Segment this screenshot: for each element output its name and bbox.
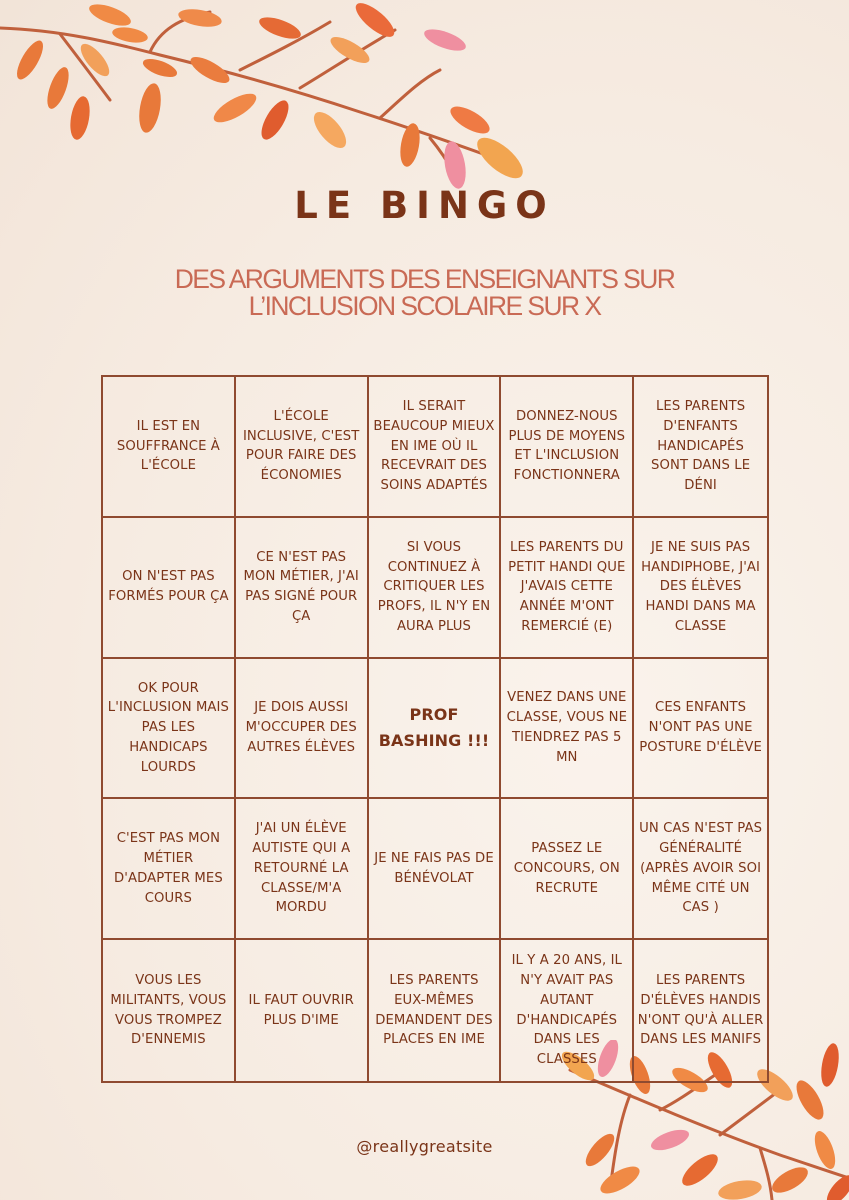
bingo-cell[interactable]: PASSEZ LE CONCOURS, ON RECRUTE <box>501 799 634 940</box>
bingo-cell[interactable]: SI VOUS CONTINUEZ À CRITIQUER LES PROFS, IL N'Y EN AURA PLUS <box>369 518 502 659</box>
page-subtitle <box>155 266 693 320</box>
bingo-cell[interactable]: LES PARENTS D'ENFANTS HANDICAPÉS SONT DANS LE DÉNI <box>634 377 767 518</box>
subtitle-line-1: DES ARGUMENTS DES ENSEIGNANTS SUR <box>174 264 675 294</box>
bingo-cell[interactable]: JE NE FAIS PAS DE BÉNÉVOLAT <box>369 799 502 940</box>
bingo-cell[interactable]: IL FAUT OUVRIR PLUS D'IME <box>236 940 369 1081</box>
bingo-cell[interactable]: OK POUR L'INCLUSION MAIS PAS LES HANDICAPS LOURDS <box>103 659 236 800</box>
subtitle-line-2: L’INCLUSION SCOLAIRE SUR X <box>248 291 601 321</box>
bingo-cell[interactable]: LES PARENTS DU PETIT HANDI QUE J'AVAIS CETTE ANNÉE M'ONT REMERCIÉ (E) <box>501 518 634 659</box>
bingo-cell[interactable]: L'ÉCOLE INCLUSIVE, C'EST POUR FAIRE DES ÉCONOMIES <box>236 377 369 518</box>
footer-handle[interactable]: @reallygreatsite <box>356 1137 493 1156</box>
autumn-branch-top-icon <box>0 0 560 200</box>
bingo-cell[interactable]: VOUS LES MILITANTS, VOUS VOUS TROMPEZ D'ENNEMIS <box>103 940 236 1081</box>
bingo-cell[interactable]: LES PARENTS D'ÉLÈVES HANDIS N'ONT QU'À ALLER DANS LES MANIFS <box>637 973 764 1048</box>
bingo-cell[interactable]: J'AI UN ÉLÈVE AUTISTE QUI A RETOURNÉ LA CLASSE/M'A MORDU <box>236 799 369 940</box>
bingo-cell[interactable]: JE NE SUIS PAS HANDIPHOBE, J'AI DES ÉLÈVES HANDI DANS MA CLASSE <box>634 518 767 659</box>
bingo-cell[interactable]: UN CAS N'EST PAS GÉNÉRALITÉ (APRÈS AVOIR SOI MÊME CITÉ UN CAS ) <box>634 799 767 940</box>
bingo-cell[interactable]: CES ENFANTS N'ONT PAS UNE POSTURE D'ÉLÈVE <box>634 659 767 800</box>
bingo-cell[interactable]: LES PARENTS EUX-MÊMES DEMANDENT DES PLACES EN IME <box>369 940 502 1081</box>
bingo-cell[interactable]: IL Y A 20 ANS, IL N'Y AVAIT PAS AUTANT D'HANDICAPÉS DANS LES CLASSES <box>501 940 634 1081</box>
bingo-cell[interactable]: VENEZ DANS UNE CLASSE, VOUS NE TIENDREZ PAS 5 MN <box>501 659 634 800</box>
bingo-cell[interactable]: JE DOIS AUSSI M'OCCUPER DES AUTRES ÉLÈVES <box>236 659 369 800</box>
page-title: LE BINGO <box>294 184 555 227</box>
bingo-cell[interactable]: C'EST PAS MON MÉTIER D'ADAPTER MES COURS <box>103 799 236 940</box>
bingo-grid <box>101 375 769 1083</box>
bingo-cell[interactable]: IL SERAIT BEAUCOUP MIEUX EN IME OÙ IL RECEVRAIT DES SOINS ADAPTÉS <box>369 377 502 518</box>
bingo-cell[interactable]: DONNEZ-NOUS PLUS DE MOYENS ET L'INCLUSION FONCTIONNERA <box>501 377 634 518</box>
bingo-center-cell[interactable]: PROF BASHING !!! <box>369 659 502 800</box>
bingo-cell[interactable]: CE N'EST PAS MON MÉTIER, J'AI PAS SIGNÉ POUR ÇA <box>236 518 369 659</box>
bingo-cell[interactable]: IL EST EN SOUFFRANCE À L'ÉCOLE <box>103 377 236 518</box>
bingo-cell[interactable]: ON N'EST PAS FORMÉS POUR ÇA <box>103 518 236 659</box>
